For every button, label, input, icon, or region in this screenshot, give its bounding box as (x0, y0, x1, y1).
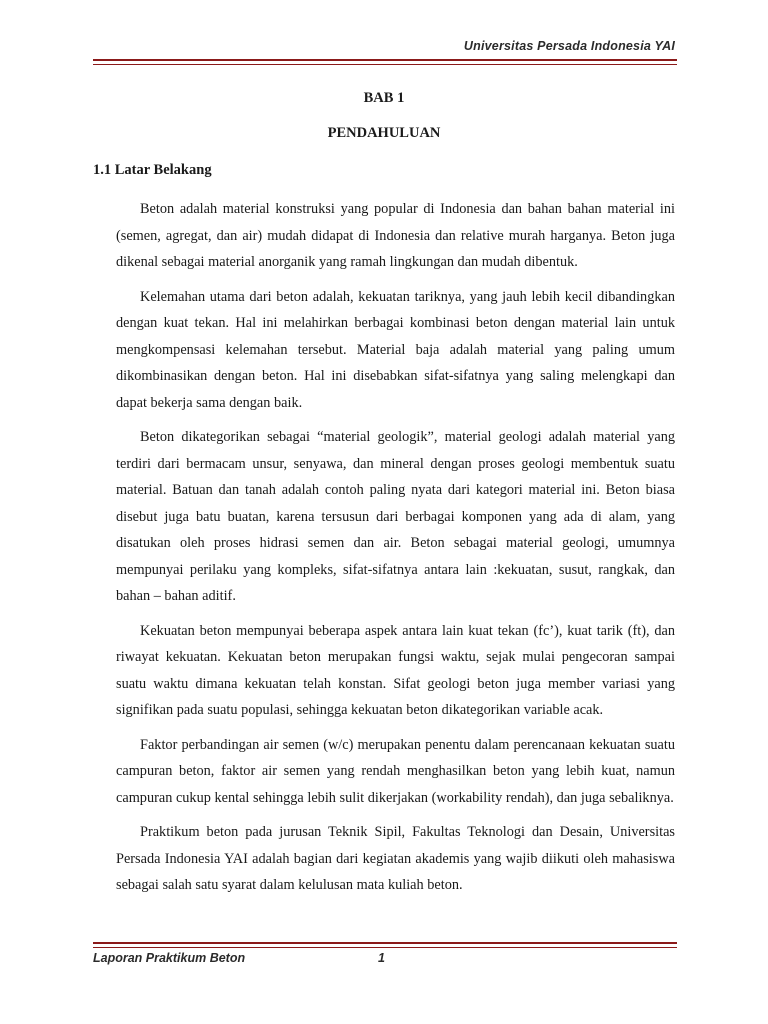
paragraph: Praktikum beton pada jurusan Teknik Sipil, Fakultas Teknologi dan Desain, Universitas Persada Indonesia YAI adalah bagian dari kegiatan akademis yang wajib diikuti oleh mahasiswa sebagai salah satu syarat dalam kelulusan mata kuliah beton. (116, 824, 675, 893)
paragraph: Beton dikategorikan sebagai “material geologik”, material geologi adalah material yang terdiri dari bermacam unsur, senyawa, dan mineral dengan proses geologi membentuk suatu material. Batuan dan tanah adalah contoh paling nyata dari kategori material ini. Beton biasa disebut juga batu buatan, karena tersusun dari berbagai komponen yang ada di alam, yang disatukan oleh proses hidrasi semen dan air. Beton sebagai material geologi, umumnya mempunyai perilaku yang kompleks, sifat-sifatnya antara lain :kekuatan, susut, rangkak, dan bahan – bahan aditif. (116, 429, 675, 604)
paragraph: Kekuatan beton mempunyai beberapa aspek antara lain kuat tekan (fc’), kuat tarik (ft), dan riwayat kekuatan. Kekuatan beton merupakan fungsi waktu, sejak mulai pengecoran sampai suatu waktu dimana kekuatan telah konstan. Sifat geologi beton juga member variasi yang signifikan pada suatu populasi, sehingga kekuatan beton dikategorikan variable acak. (116, 622, 675, 718)
paragraph: Faktor perbandingan air semen (w/c) merupakan penentu dalam perencanaan kekuatan suatu campuran beton, faktor air semen yang rendah menghasilkan beton yang lebih kuat, namun campuran cukup kental sehingga lebih sulit dikerjakan (workability rendah), dan juga sebaliknya. (116, 736, 675, 806)
footer-rule-thin (93, 947, 677, 948)
header-rule-thick (93, 59, 677, 61)
section-heading: 1.1 Latar Belakang (93, 162, 212, 178)
page-number: 1 (378, 951, 385, 965)
paragraph: Beton adalah material konstruksi yang popular di Indonesia dan bahan bahan material ini (semen, agregat, dan air) mudah didapat di Indonesia dan relative murah harganya. Beton juga dikenal sebagai material anorganik yang ramah lingkungan dan mudah dibentuk. (116, 201, 675, 270)
body-text (116, 196, 675, 907)
footer-report-title: Laporan Praktikum Beton (93, 951, 246, 965)
footer-rule-thick (93, 942, 677, 944)
header-institution: Universitas Persada Indonesia YAI (463, 39, 675, 53)
chapter-title: PENDAHULUAN (327, 125, 441, 141)
paragraph: Kelemahan utama dari beton adalah, kekuatan tariknya, yang jauh lebih kecil dibandingkan dengan kuat tekan. Hal ini melahirkan berbagai kombinasi beton dengan material lain untuk mengkompensasi kelemahan tersebut. Material baja adalah material yang paling umum dikombinasikan dengan beton. Hal ini disebabkan sifat-sifatnya yang saling melengkapi dan dapat bekerja sama dengan baik. (116, 288, 675, 411)
chapter-number: BAB 1 (363, 90, 405, 106)
header-rule-thin (93, 64, 677, 65)
